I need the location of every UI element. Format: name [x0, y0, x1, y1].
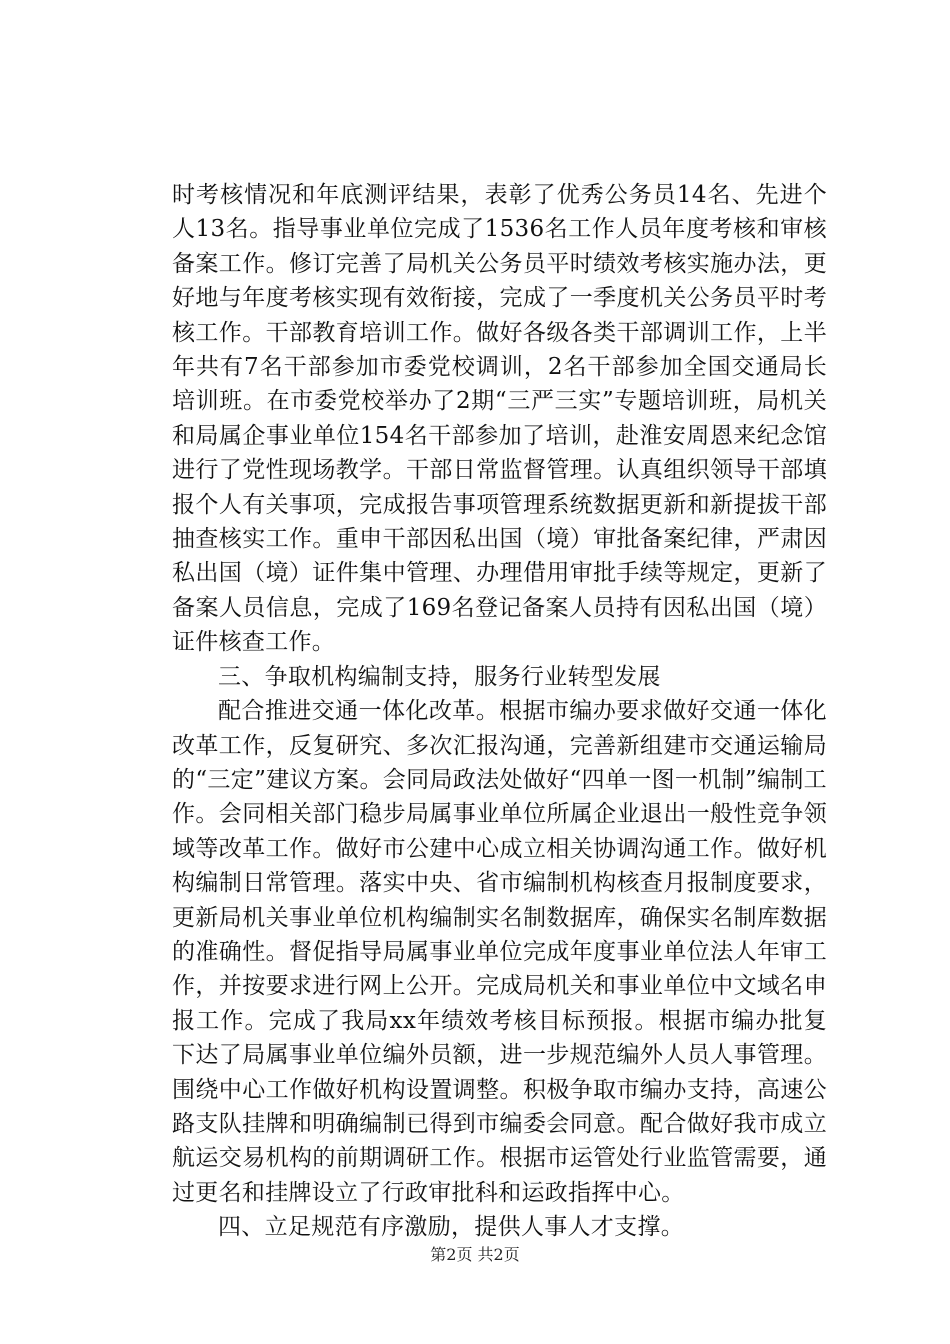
- section-heading-four: 四、立足规范有序激励，提供人事人才支撑。: [218, 1214, 684, 1241]
- paragraph-continuation: 时考核情况和年底测评结果，表彰了优秀公务员14名、先进个人13名。指导事业单位完成了1536名工作人员年度考核和审核备案工作。修订完善了局机关公务员平时绩效考核实施办法，更好地与年度考核实现有效衔接，完成了一季度机关公务员平时考核工作。干部教育培训工作。做好各级各类干部调训工作，上半年共有7名干部参加市委党校调训，2名干部参加全国交通局长培训班。在市委党校举办了2期“三严三实”专题培训班，局机关和局属企事业单位154名干部参加了培训，赴淮安周恩来纪念馆进行了党性现场教学。干部日常监督管理。认真组织领导干部填报个人有关事项，完成报告事项管理系统数据更新和新提拔干部抽查核实工作。重申干部因私出国（境）审批备案纪律，严肃因私出国（境）证件集中管理、办理借用审批手续等规定，更新了备案人员信息，完成了169名登记备案人员持有因私出国（境）证件核查工作。: [172, 182, 827, 656]
- section-heading-three: 三、争取机构编制支持，服务行业转型发展: [218, 663, 661, 690]
- paragraph-section-three: 配合推进交通一体化改革。根据市编办要求做好交通一体化改革工作，反复研究、多次汇报沟通，完善新组建市交通运输局的“三定”建议方案。会同局政法处做好“四单一图一机制”编制工作。会同相关部门稳步局属事业单位所属企业退出一般性竞争领域等改革工作。做好市公建中心成立相关协调沟通工作。做好机构编制日常管理。落实中央、省市编制机构核查月报制度要求，更新局机关事业单位机构编制实名制数据库，确保实名制库数据的准确性。督促指导局属事业单位完成年度事业单位法人年审工作，并按要求进行网上公开。完成局机关和事业单位中文域名申报工作。完成了我局xx年绩效考核目标预报。根据市编办批复下达了局属事业单位编外员额，进一步规范编外人员人事管理。围绕中心工作做好机构设置调整。积极争取市编办支持，高速公路支队挂牌和明确编制已得到市编委会同意。配合做好我市成立航运交易机构的前期调研工作。根据市运管处行业监管需要，通过更名和挂牌设立了行政审批科和运政指挥中心。: [172, 698, 827, 1206]
- page-number-footer: 第2页 共2页: [430, 1245, 520, 1264]
- document-body: [172, 178, 827, 1245]
